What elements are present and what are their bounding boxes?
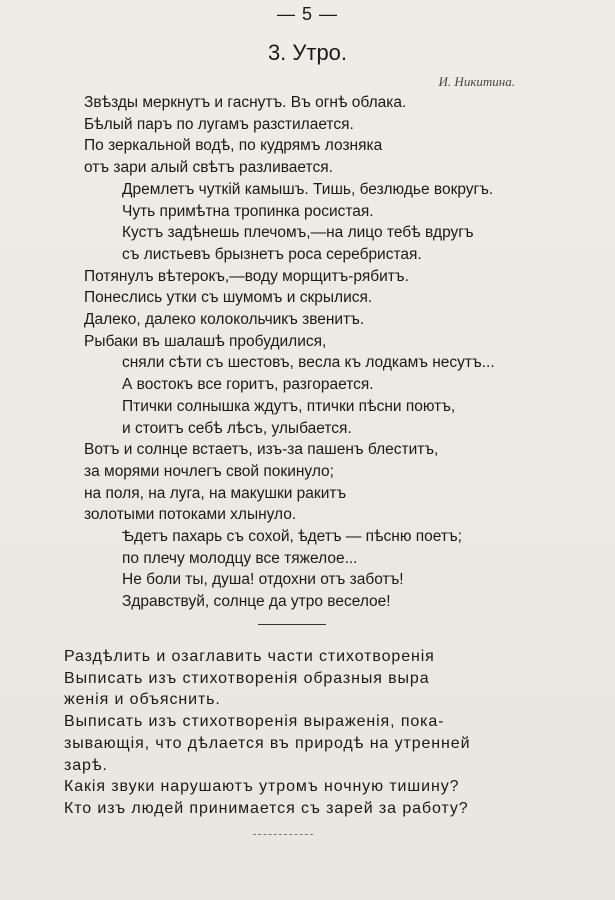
exercise-list <box>64 646 554 820</box>
poem-line: и стоитъ себѣ лѣсъ, улыбается. <box>122 419 352 437</box>
exercise-line: женія и объяснить. <box>64 691 221 709</box>
exercise-line: Кто изъ людей принимается съ зарей за работу? <box>64 799 469 817</box>
poem-line: на поля, на луга, на макушки ракитъ <box>84 484 347 502</box>
section-divider <box>258 624 326 625</box>
poem-line: Дремлетъ чуткій камышъ. Тишь, безлюдье вокругъ. <box>122 180 494 198</box>
poem-line: По зеркальной водѣ, по кудрямъ лозняка <box>84 137 383 155</box>
exercise-line: Раздѣлить и озаглавить части стихотворенія <box>64 648 435 665</box>
poem-line: Ѣдетъ пахарь съ сохой, ѣдетъ — пѣсню поетъ; <box>122 528 462 546</box>
poem-line: Чуть примѣтна тропинка росистая. <box>122 202 374 220</box>
poem-line: А востокъ все горитъ, разгорается. <box>122 376 374 394</box>
poem-line: Рыбаки въ шалашѣ пробудилися, <box>84 332 327 350</box>
poem-line: Бѣлый паръ по лугамъ разстилается. <box>84 115 354 133</box>
exercise-line: зывающія, что дѣлается въ природѣ на утренней <box>64 734 471 752</box>
poem-title: 3. Утро. <box>267 40 348 65</box>
poem-line: Потянулъ вѣтерокъ,—воду морщитъ-рябитъ. <box>84 267 409 285</box>
exercise-line: зарѣ. <box>64 756 108 774</box>
end-divider <box>253 834 313 835</box>
poem-line: Не боли ты, душа! отдохни отъ заботъ! <box>122 571 404 589</box>
poem-line: золотыми потоками хлынуло. <box>84 506 297 524</box>
poem-line: Понеслись утки съ шумомъ и скрылися. <box>84 289 373 307</box>
poem-author: И. Никитина. <box>438 74 515 89</box>
poem-body <box>84 92 584 613</box>
poem-line: Далеко, далеко колокольчикъ звенитъ. <box>84 311 365 329</box>
exercise-line: Какія звуки нарушаютъ утромъ ночную тишину? <box>64 778 460 796</box>
poem-line: Птички солнышка ждутъ, птички пѣсни поютъ, <box>122 397 456 415</box>
poem-line: Здравствуй, солнце да утро веселое! <box>122 593 391 611</box>
poem-line: сняли сѣти съ шестовъ, весла къ лодкамъ несутъ... <box>122 354 495 372</box>
poem-line: Звѣзды меркнутъ и гаснутъ. Въ огнѣ облака. <box>84 94 407 111</box>
poem-line: по плечу молодцу все тяжелое... <box>122 549 358 567</box>
exercise-line: Выписать изъ стихотворенія выраженія, пока- <box>64 713 445 731</box>
poem-line: Вотъ и солнце встаетъ, изъ-за пашенъ блеститъ, <box>84 441 439 459</box>
page-number: — 5 — <box>276 4 338 24</box>
exercise-line: Выписать изъ стихотворенія образныя выра <box>64 669 430 687</box>
poem-line: отъ зари алый свѣтъ разливается. <box>84 159 333 177</box>
poem-line: Кустъ задѣнешь плечомъ,—на лицо тебѣ вдругъ <box>122 224 474 242</box>
poem-line: съ листьевъ брызнетъ роса серебристая. <box>122 245 422 263</box>
poem-line: за морями ночлегъ свой покинуло; <box>84 462 334 480</box>
